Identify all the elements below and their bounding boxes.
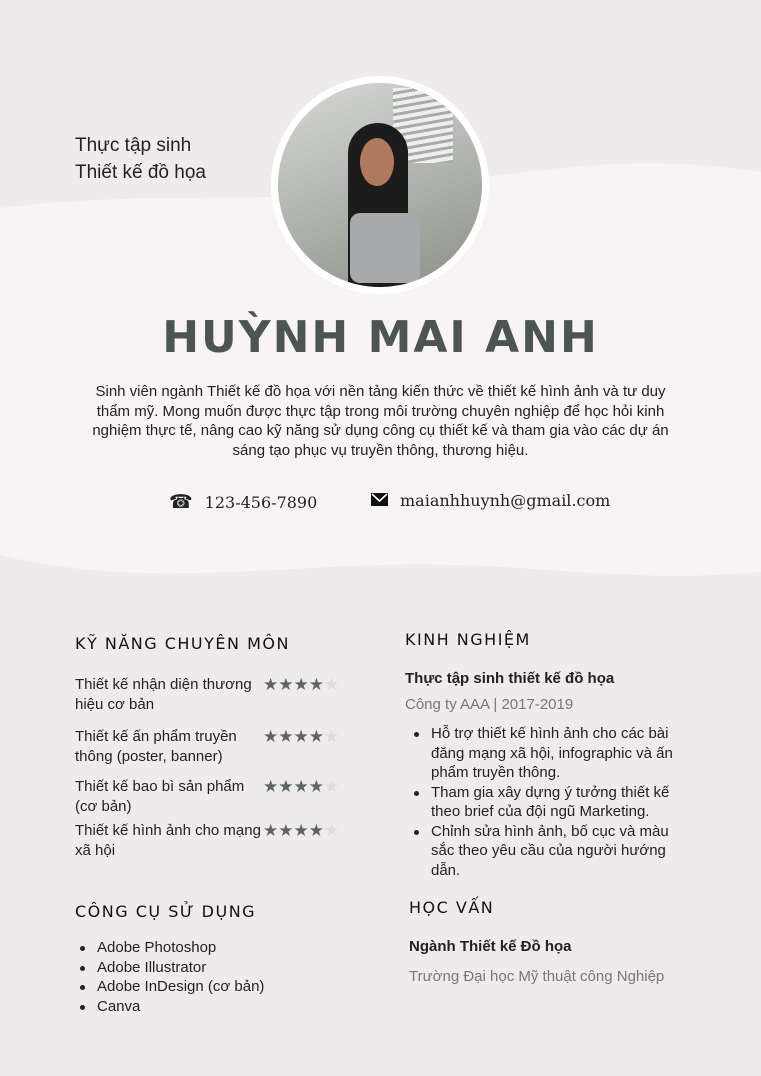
role-line-2: Thiết kế đồ họa: [75, 162, 206, 183]
role-line-1: Thực tập sinh: [75, 135, 192, 156]
tool-item: Adobe InDesign (cơ bản): [75, 977, 264, 997]
skill-label: Thiết kế ấn phẩm truyền thông (poster, banner): [75, 728, 237, 765]
skill-item: [75, 727, 365, 767]
tool-item: Canva: [75, 997, 264, 1017]
skills-heading: KỸ NĂNG CHUYÊN MÔN: [75, 634, 290, 653]
full-name: HUỲNH MAI ANH: [162, 312, 599, 363]
star-icon: ★: [293, 821, 309, 840]
experience-bullet: Tham gia xây dựng ý tưởng thiết kế theo brief của đội ngũ Marketing.: [409, 783, 694, 822]
experience-heading: KINH NGHIỆM: [405, 630, 531, 649]
star-icon: ★: [293, 675, 309, 694]
summary: Sinh viên ngành Thiết kế đồ họa với nền tảng kiến thức về thiết kế hình ảnh và tư duy thẩm mỹ. Mong muốn được thực tập trong môi trường chuyên nghiệp để học hỏi kinh nghiệm thực tế, nâng cao kỹ năng sử dụng công cụ thiết kế và tham gia vào các dự án sáng tạo phục vụ truyền thông, thương hiệu.: [92, 383, 669, 459]
education-school: Trường Đại học Mỹ thuật công Nghiệp: [409, 968, 665, 985]
star-icon: ★: [324, 675, 340, 694]
skill-item: [75, 675, 365, 715]
star-icon: ★: [278, 675, 294, 694]
star-icon: ★: [293, 727, 309, 746]
education-major: Ngành Thiết kế Đồ họa: [409, 938, 572, 955]
experience-company: Công ty AAA | 2017-2019: [405, 696, 574, 713]
profile-photo: [271, 76, 489, 294]
skill-label: Thiết kế hình ảnh cho mạng xã hội: [75, 822, 261, 859]
star-icon: ★: [278, 777, 294, 796]
experience-bullet: Hỗ trợ thiết kế hình ảnh cho các bài đăng mạng xã hội, infographic và ấn phẩm truyền thông.: [409, 724, 694, 783]
star-icon: ★: [263, 727, 279, 746]
experience-position: Thực tập sinh thiết kế đồ họa: [405, 670, 615, 687]
education-heading: HỌC VẤN: [409, 898, 495, 917]
skill-rating: [263, 675, 339, 715]
star-icon: ★: [278, 821, 294, 840]
envelope-icon: [371, 491, 388, 510]
email-address: maianhhuynh@gmail.com: [400, 491, 611, 510]
star-icon: ★: [308, 777, 324, 796]
experience-bullets: [409, 724, 694, 880]
star-icon: ★: [308, 821, 324, 840]
star-icon: ★: [324, 821, 340, 840]
job-title: [75, 132, 206, 186]
skill-item: [75, 821, 365, 861]
star-icon: ★: [293, 777, 309, 796]
star-icon: ★: [324, 727, 340, 746]
tool-item: Adobe Photoshop: [75, 938, 264, 958]
tools-list: [75, 938, 264, 1016]
phone-icon: ☎: [169, 491, 193, 513]
skill-label: Thiết kế bao bì sản phẩm (cơ bản): [75, 778, 245, 815]
experience-bullet: Chỉnh sửa hình ảnh, bố cục và màu sắc theo yêu cầu của người hướng dẫn.: [409, 822, 694, 881]
tool-item: Adobe Illustrator: [75, 958, 264, 978]
star-icon: ★: [278, 727, 294, 746]
skill-label: Thiết kế nhận diện thương hiệu cơ bản: [75, 676, 252, 713]
skill-item: [75, 777, 365, 817]
skill-rating: [263, 727, 339, 767]
email-contact: [371, 491, 610, 510]
skill-rating: [263, 777, 339, 817]
phone-number: 123-456-7890: [204, 492, 318, 512]
tools-heading: CÔNG CỤ SỬ DỤNG: [75, 902, 257, 921]
star-icon: ★: [324, 777, 340, 796]
star-icon: ★: [308, 675, 324, 694]
star-icon: ★: [263, 821, 279, 840]
star-icon: ★: [263, 675, 279, 694]
star-icon: ★: [308, 727, 324, 746]
star-icon: ★: [263, 777, 279, 796]
phone-contact: [169, 491, 317, 513]
skill-rating: [263, 821, 339, 861]
